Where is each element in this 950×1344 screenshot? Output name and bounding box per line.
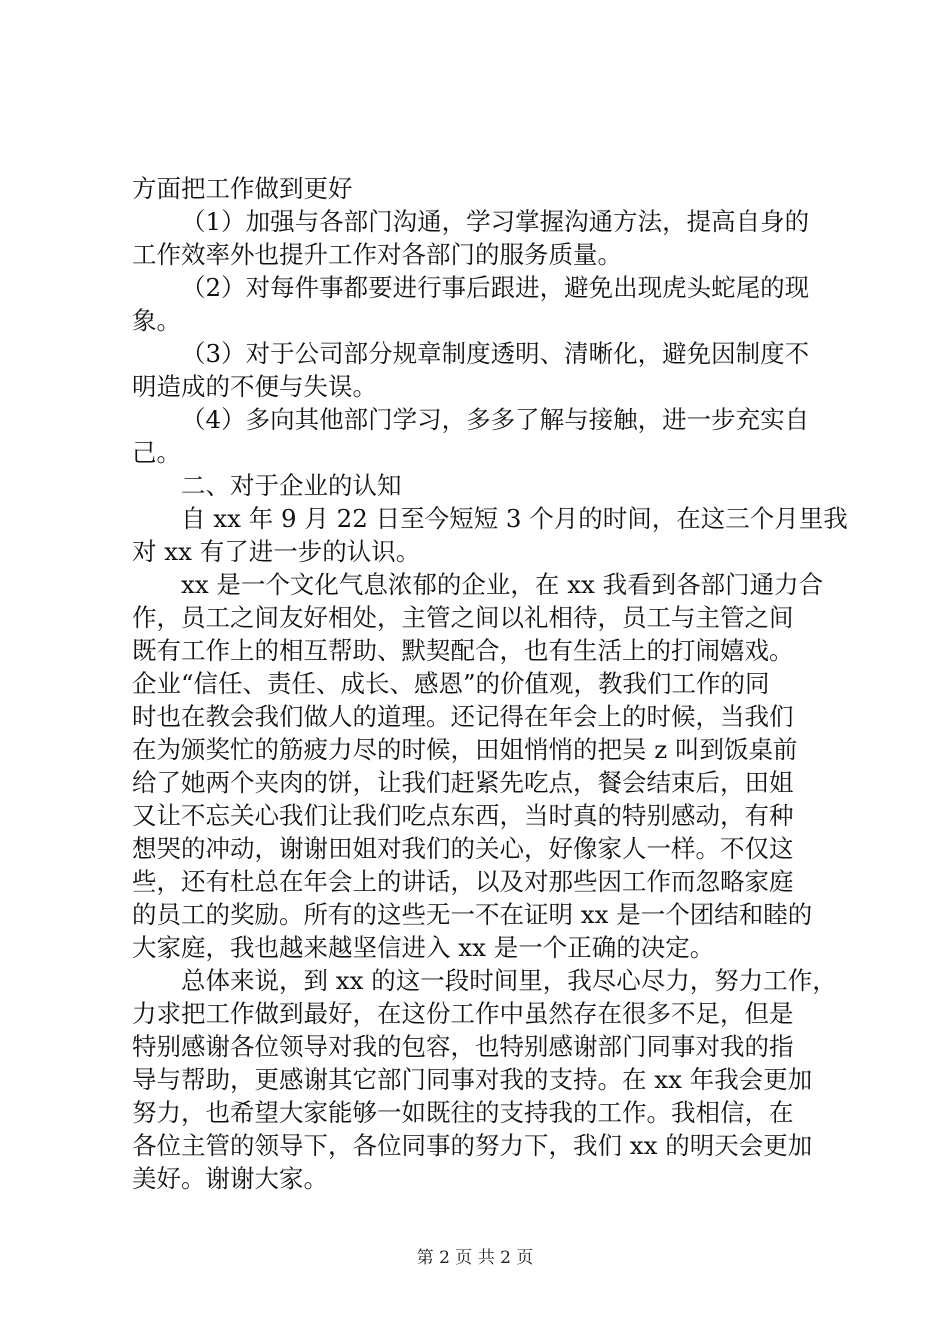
text-line: 导与帮助，更感谢其它部门同事对我的支持。在 xx 年我会更加 bbox=[132, 1065, 813, 1094]
text-line: （3）对于公司部分规章制度透明、清晰化，避免因制度不 bbox=[181, 339, 810, 368]
text-line: 方面把工作做到更好 bbox=[132, 174, 353, 203]
text-line: xx 是一个文化气息浓郁的企业，在 xx 我看到各部门通力合 bbox=[181, 570, 824, 599]
text-line: （2）对每件事都要进行事后跟进，避免出现虎头蛇尾的现 bbox=[181, 273, 810, 302]
text-line: 努力，也希望大家能够一如既往的支持我的工作。我相信，在 bbox=[132, 1098, 794, 1127]
text-line: 己。 bbox=[132, 438, 181, 467]
text-line: 企业“信任、责任、成长、感恩”的价值观，教我们工作的同 bbox=[132, 669, 770, 698]
text-line: 既有工作上的相互帮助、默契配合，也有生活上的打闹嬉戏。 bbox=[132, 636, 794, 665]
text-line: 大家庭，我也越来越坚信进入 xx 是一个正确的决定。 bbox=[132, 933, 715, 962]
text-line: 力求把工作做到最好，在这份工作中虽然存在很多不足，但是 bbox=[132, 999, 794, 1028]
page-footer: 第 2 页 共 2 页 bbox=[416, 1248, 534, 1268]
document-body bbox=[132, 172, 848, 1195]
text-line: 在为颁奖忙的筋疲力尽的时候，田姐悄悄的把吴 z 叫到饭桌前 bbox=[132, 735, 798, 764]
text-line: （1）加强与各部门沟通，学习掌握沟通方法，提高自身的 bbox=[181, 207, 810, 236]
text-line: 作，员工之间友好相处，主管之间以礼相待，员工与主管之间 bbox=[132, 603, 794, 632]
text-line: 自 xx 年 9 月 22 日至今短短 3 个月的时间，在这三个月里我 bbox=[181, 504, 848, 533]
text-line: 工作效率外也提升工作对各部门的服务质量。 bbox=[132, 240, 622, 269]
text-line: 二、对于企业的认知 bbox=[181, 471, 402, 500]
text-line: 又让不忘关心我们让我们吃点东西，当时真的特别感动，有种 bbox=[132, 801, 794, 830]
text-line: 的员工的奖励。所有的这些无一不在证明 xx 是一个团结和睦的 bbox=[132, 900, 813, 929]
text-line: 各位主管的领导下，各位同事的努力下，我们 xx 的明天会更加 bbox=[132, 1131, 813, 1160]
text-line: 明造成的不便与失误。 bbox=[132, 372, 377, 401]
text-line: 对 xx 有了进一步的认识。 bbox=[132, 537, 421, 566]
text-line: （4）多向其他部门学习，多多了解与接触，进一步充实自 bbox=[181, 405, 810, 434]
text-line: 想哭的冲动，谢谢田姐对我们的关心，好像家人一样。不仅这 bbox=[132, 834, 794, 863]
text-line: 时也在教会我们做人的道理。还记得在年会上的时候，当我们 bbox=[132, 702, 794, 731]
text-line: 象。 bbox=[132, 306, 181, 335]
text-line: 总体来说，到 xx 的这一段时间里，我尽心尽力，努力工作， bbox=[181, 966, 837, 995]
text-line: 些，还有杜总在年会上的讲话，以及对那些因工作而忽略家庭 bbox=[132, 867, 794, 896]
text-line: 特别感谢各位领导对我的包容，也特别感谢部门同事对我的指 bbox=[132, 1032, 794, 1061]
text-line: 给了她两个夹肉的饼，让我们赶紧先吃点，餐会结束后，田姐 bbox=[132, 768, 794, 797]
text-line: 美好。谢谢大家。 bbox=[132, 1164, 328, 1193]
